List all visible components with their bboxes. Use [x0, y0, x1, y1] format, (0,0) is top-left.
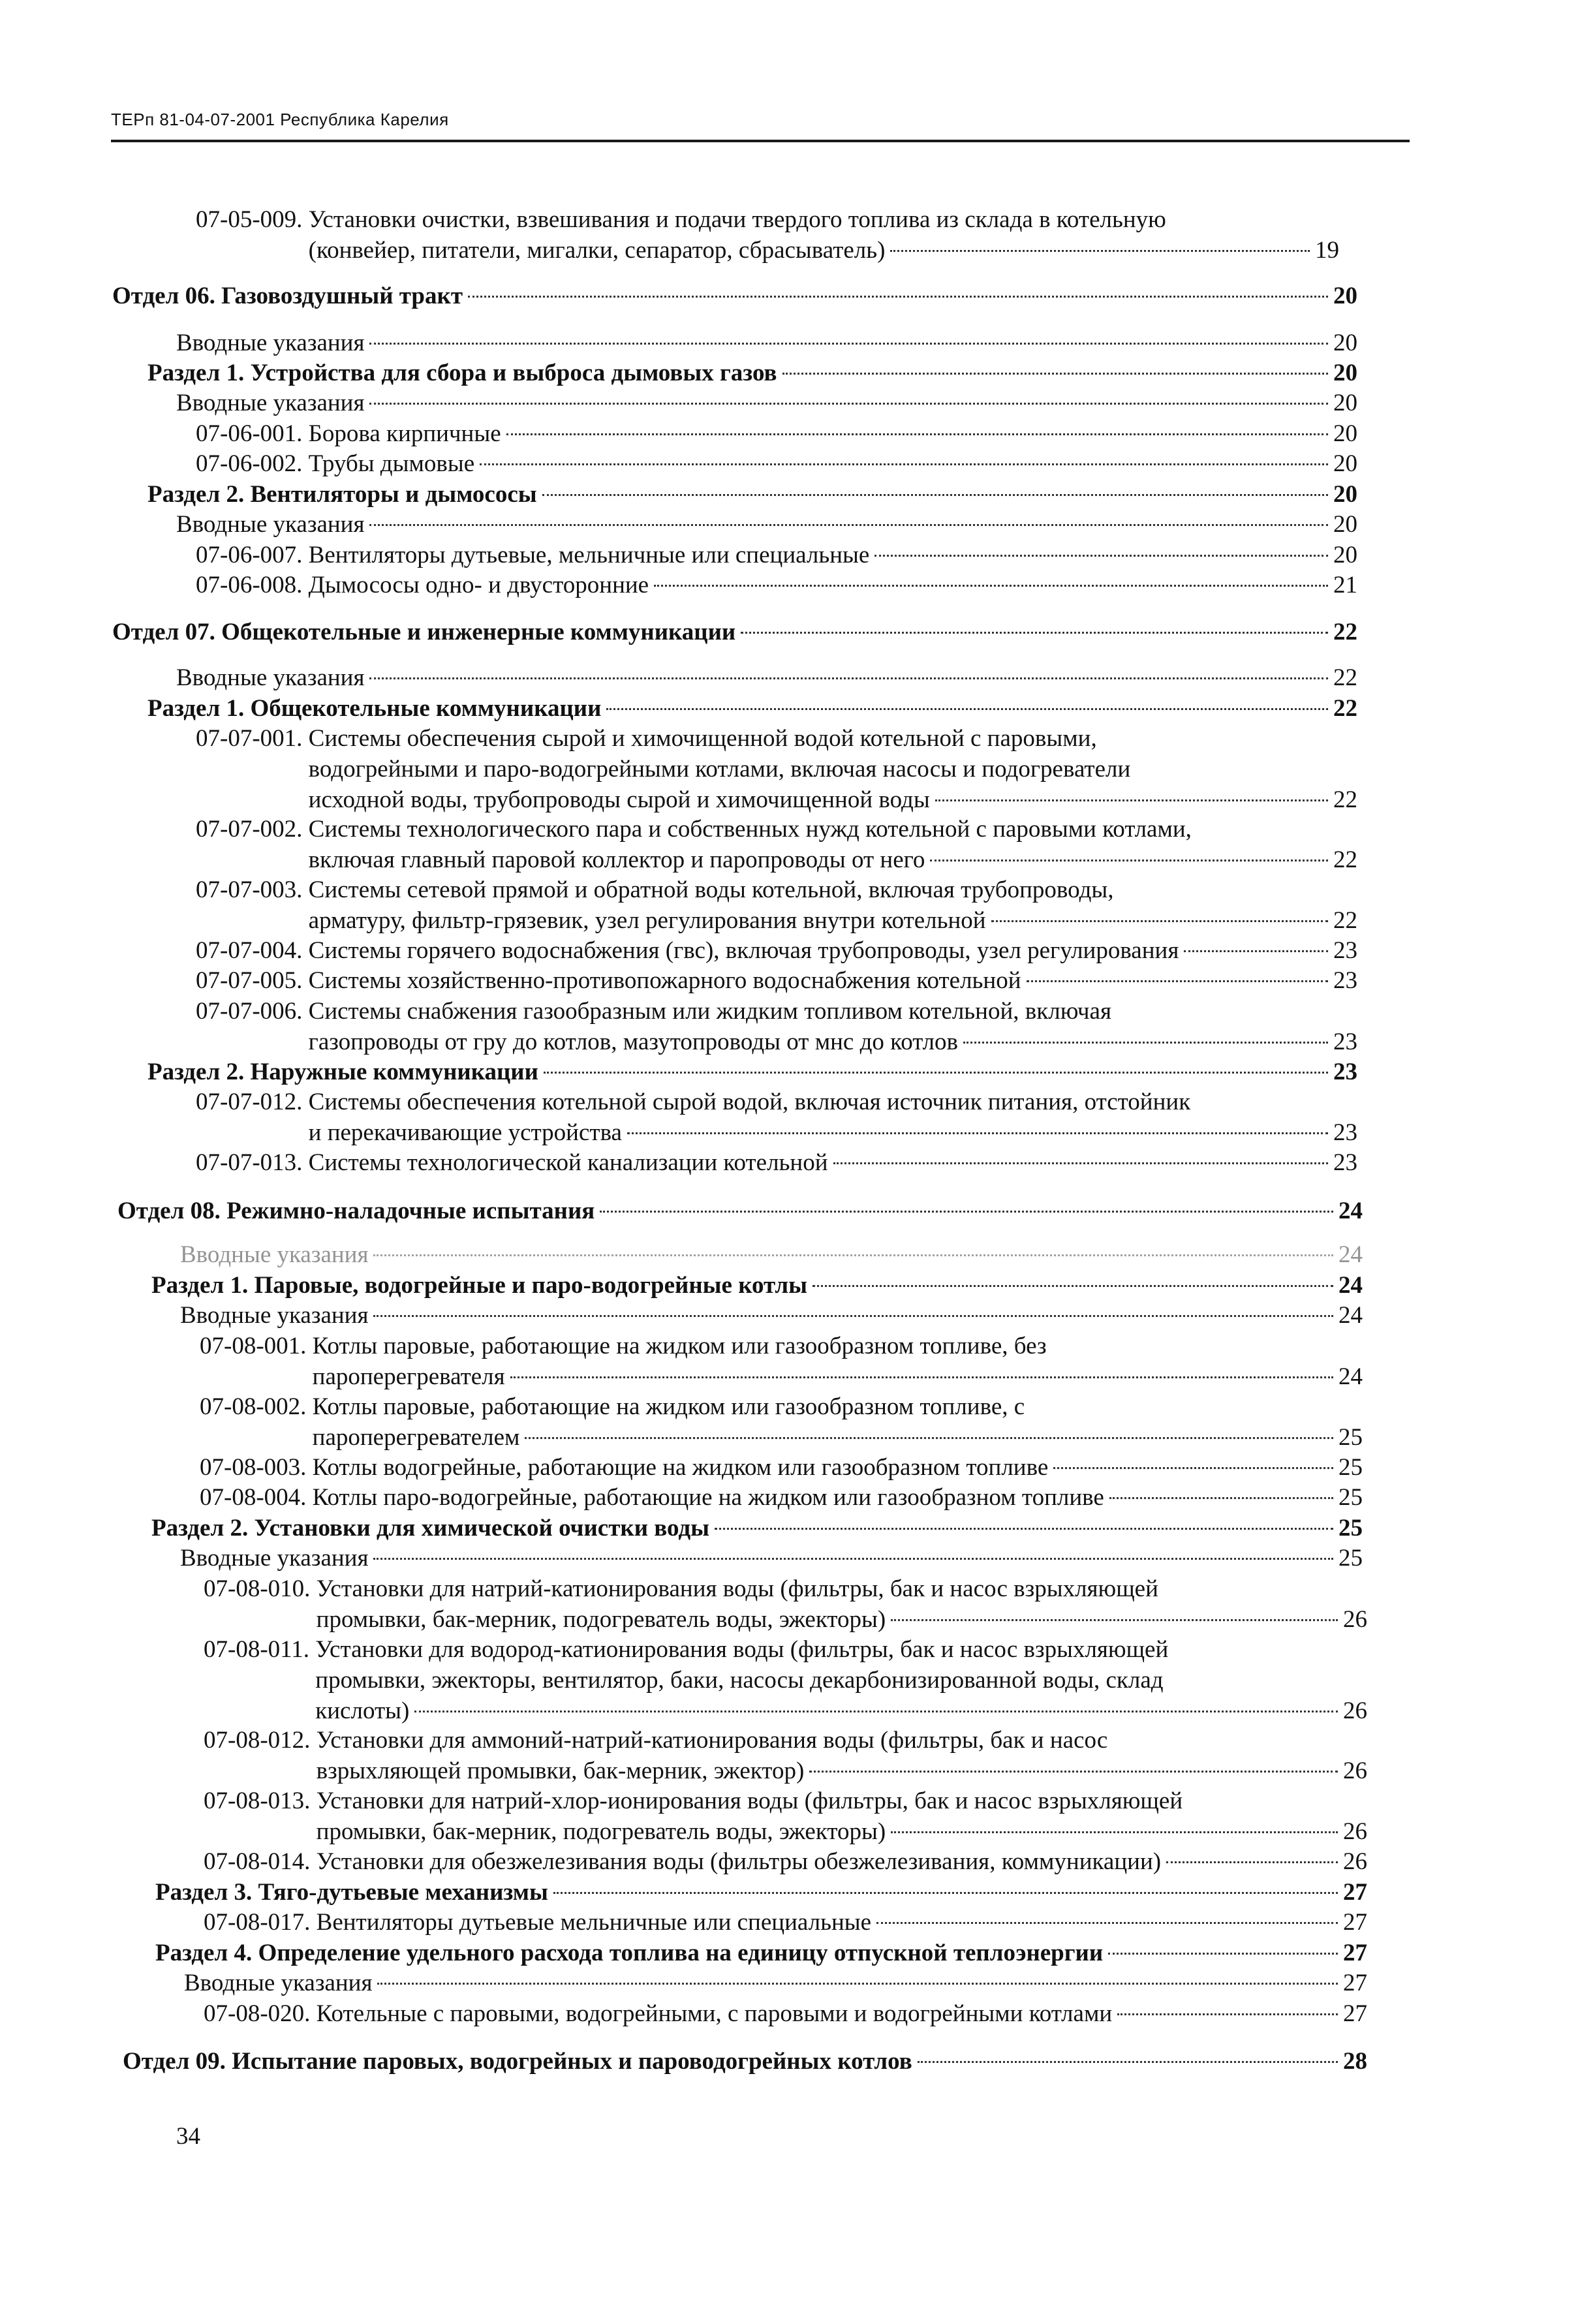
toc-entry [147, 479, 1357, 510]
toc-entry-page: 27 [1343, 2000, 1367, 2027]
toc-entry [200, 1452, 1363, 1483]
toc-entry [204, 1786, 1367, 1847]
toc-entry-title: Вводные указания [184, 1970, 373, 1996]
toc-entry-title: Котлы водогрейные, работающие на жидком или газообразном топливе [312, 1454, 1049, 1481]
dot-leader [741, 632, 1328, 634]
toc-entry [176, 509, 1357, 540]
toc-entry [112, 617, 1357, 647]
toc-entry-code: 07-06-002. [196, 450, 309, 477]
toc-entry [155, 1877, 1367, 1908]
dot-leader [1117, 2013, 1338, 2015]
toc-entry-page: 22 [1333, 619, 1357, 645]
toc-entry-title: и перекачивающие устройства [308, 1119, 622, 1146]
toc-entry [147, 693, 1357, 724]
toc-entry-code: 07-06-001. [196, 420, 309, 447]
toc-entry-page: 27 [1343, 1909, 1367, 1936]
dot-leader [369, 403, 1328, 405]
toc-entry-title: Установки для аммоний-натрий-катионирования воды (фильтры, бак и насос [316, 1727, 1108, 1754]
toc-entry-page: 21 [1333, 572, 1357, 598]
toc-entry-page: 20 [1333, 542, 1357, 568]
toc-entry-page: 22 [1333, 695, 1357, 722]
dot-leader [506, 433, 1328, 435]
toc-entry-title: Отдел 06. Газовоздушный тракт [112, 283, 463, 309]
dot-leader [525, 1437, 1333, 1439]
toc-entry-page: 22 [1333, 846, 1357, 873]
toc-entry-page: 24 [1338, 1198, 1363, 1224]
toc-entry [196, 448, 1357, 479]
dot-leader [373, 1254, 1333, 1256]
toc-entry-page: 24 [1338, 1241, 1363, 1268]
dot-leader [369, 677, 1328, 679]
toc-entry-page: 27 [1343, 1879, 1367, 1906]
dot-leader [891, 1831, 1338, 1833]
toc-entry-page: 25 [1338, 1424, 1363, 1451]
dot-leader [782, 373, 1328, 375]
toc-entry-page: 23 [1333, 1149, 1357, 1176]
toc-entry [151, 1270, 1363, 1301]
toc-entry-code: 07-08-017. [204, 1909, 317, 1936]
toc-entry [123, 2046, 1367, 2077]
toc-entry-page: 20 [1333, 390, 1357, 416]
toc-entry-code: 07-08-011. [204, 1636, 316, 1663]
dot-leader [715, 1528, 1333, 1530]
dot-leader [876, 1922, 1338, 1924]
dot-leader [1184, 950, 1328, 952]
toc-entry [196, 723, 1357, 815]
toc-entry-code: 07-08-003. [200, 1454, 313, 1481]
toc-entry [196, 204, 1339, 266]
toc-entry-title: включая главный паровой коллектор и паропроводы от него [308, 846, 925, 873]
dot-leader [935, 799, 1328, 801]
toc-entry-page: 22 [1333, 907, 1357, 934]
toc-entry [155, 1938, 1367, 1968]
toc-entry-code: 07-07-004. [196, 937, 309, 964]
toc-entry-page: 27 [1343, 1940, 1367, 1966]
toc-entry [204, 1634, 1367, 1726]
dot-leader [991, 920, 1328, 922]
dot-leader [544, 1072, 1328, 1074]
toc-entry [196, 965, 1357, 996]
toc-entry-page: 25 [1338, 1515, 1363, 1542]
toc-entry-title: пароперегревателем [312, 1424, 520, 1451]
toc-entry-page: 25 [1338, 1484, 1363, 1511]
toc-entry-page: 20 [1333, 283, 1357, 309]
toc-entry-page: 20 [1333, 330, 1357, 356]
toc-entry-title: Котлы паровые, работающие на жидком или газообразном топливе, без [312, 1333, 1047, 1359]
toc-entry [117, 1196, 1363, 1226]
toc-entry-title: Установки очистки, взвешивания и подачи твердого топлива из склада в котельную [308, 206, 1166, 233]
toc-entry-page: 28 [1343, 2048, 1367, 2075]
dot-leader [627, 1132, 1328, 1134]
toc-entry-title: Установки для натрий-катионирования воды (фильтры, бак и насос взрыхляющей [316, 1575, 1158, 1602]
toc-entry-title: газопроводы от гру до котлов, мазутопроводы от мнс до котлов [308, 1029, 958, 1055]
toc-entry-page: 23 [1333, 1029, 1357, 1055]
dot-leader [606, 708, 1328, 710]
toc-entry-page: 22 [1333, 664, 1357, 691]
page-number: 34 [176, 2123, 200, 2150]
toc-entry [147, 1057, 1357, 1087]
toc-entry [196, 814, 1357, 875]
toc-entry [196, 418, 1357, 449]
toc-entry-page: 20 [1333, 481, 1357, 508]
toc-entry-code: 07-07-013. [196, 1149, 309, 1176]
toc-entry [200, 1482, 1363, 1513]
toc-entry [196, 935, 1357, 966]
dot-leader [809, 1771, 1338, 1773]
toc-entry-title: Раздел 1. Общекотельные коммуникации [147, 695, 602, 722]
toc-entry-code: 07-07-003. [196, 876, 309, 903]
dot-leader [510, 1376, 1333, 1378]
dot-leader [468, 296, 1328, 298]
toc-entry-title: Системы технологического пара и собственных нужд котельной с паровыми котлами, [308, 816, 1192, 843]
toc-entry-page: 24 [1338, 1302, 1363, 1329]
dot-leader [1027, 980, 1328, 982]
toc-entry [204, 1573, 1367, 1635]
toc-entry-title: исходной воды, трубопроводы сырой и химочищенной воды [308, 786, 930, 813]
toc-entry [196, 540, 1357, 570]
toc-entry-title: арматуру, фильтр-грязевик, узел регулирования внутри котельной [308, 907, 986, 934]
toc-entry-code: 07-08-002. [200, 1393, 313, 1420]
toc-entry-title: Котельные с паровыми, водогрейными, с паровыми и водогрейными котлами [316, 2000, 1113, 2027]
dot-leader [1053, 1467, 1333, 1469]
toc-entry-title: Вентиляторы дутьевые мельничные или специальные [316, 1909, 872, 1936]
toc-entry [180, 1300, 1363, 1331]
toc-entry-title: Вводные указания [180, 1545, 369, 1572]
toc-entry-title: Котлы паро-водогрейные, работающие на жидком или газообразном топливе [312, 1484, 1104, 1511]
toc-entry-title: Раздел 1. Паровые, водогрейные и паро-водогрейные котлы [151, 1272, 807, 1299]
toc-entry-title: Борова кирпичные [308, 420, 501, 447]
toc-entry-code: 07-08-012. [204, 1727, 317, 1754]
toc-entry-code: 07-08-020. [204, 2000, 317, 2027]
toc-entry [204, 1907, 1367, 1938]
toc-entry-page: 25 [1338, 1545, 1363, 1572]
toc-entry-title: Отдел 09. Испытание паровых, водогрейных и пароводогрейных котлов [123, 2048, 912, 2075]
toc-entry-title: Вводные указания [176, 664, 365, 691]
toc-entry-title: Раздел 2. Наружные коммуникации [147, 1059, 538, 1085]
toc-entry-title: Установки для обезжелезивания воды (фильтры обезжелезивания, коммуникации) [316, 1848, 1162, 1875]
toc-entry-page: 19 [1315, 237, 1339, 264]
toc-entry-page: 26 [1343, 1697, 1367, 1724]
toc-entry-title: Вводные указания [176, 390, 365, 416]
toc-entry-code: 07-08-004. [200, 1484, 313, 1511]
toc-entry-title: Раздел 4. Определение удельного расхода топлива на единицу отпускной теплоэнергии [155, 1940, 1104, 1966]
toc-entry-page: 20 [1333, 450, 1357, 477]
dot-leader [1109, 1497, 1333, 1499]
toc-entry-page: 23 [1333, 1119, 1357, 1146]
dot-leader [833, 1162, 1328, 1164]
toc-entry-code: 07-07-001. [196, 725, 309, 752]
toc-entry-title: промывки, бак-мерник, подогреватель воды, эжекторы) [316, 1606, 886, 1633]
toc-entry-title: промывки, эжекторы, вентилятор, баки, насосы декарбонизированной воды, склад [315, 1667, 1164, 1694]
toc-entry [196, 996, 1357, 1057]
dot-leader [930, 860, 1328, 861]
dot-leader [918, 2061, 1338, 2063]
toc-entry-title: Котлы паровые, работающие на жидком или газообразном топливе, с [312, 1393, 1025, 1420]
toc-entry-title: (конвейер, питатели, мигалки, сепаратор, сбрасыватель) [308, 237, 886, 264]
toc-entry-title: Раздел 2. Вентиляторы и дымососы [147, 481, 537, 508]
dot-leader [812, 1285, 1333, 1287]
toc-entry [204, 1725, 1367, 1786]
toc-entry [112, 281, 1357, 311]
toc-entry-page: 20 [1333, 511, 1357, 538]
dot-leader [369, 524, 1328, 526]
dot-leader [542, 494, 1328, 496]
dot-leader [373, 1558, 1333, 1560]
toc-entry-code: 07-08-010. [204, 1575, 317, 1602]
toc-entry-title: Системы сетевой прямой и обратной воды котельной, включая трубопроводы, [308, 876, 1114, 903]
toc-entry-page: 24 [1338, 1272, 1363, 1299]
dot-leader [890, 250, 1310, 252]
dot-leader [369, 343, 1328, 345]
toc-entry-page: 26 [1343, 1758, 1367, 1784]
toc-entry-code: 07-07-002. [196, 816, 309, 843]
toc-entry [204, 1998, 1367, 2029]
running-header: ТЕРп 81-04-07-2001 Республика Карелия [111, 110, 449, 129]
toc-entry-title: Системы технологической канализации котельной [308, 1149, 828, 1176]
dot-leader [480, 463, 1328, 465]
toc-entry-title: пароперегревателя [312, 1363, 505, 1390]
toc-entry-page: 23 [1333, 967, 1357, 994]
toc-entry-code: 07-07-012. [196, 1089, 309, 1115]
toc-entry [184, 1968, 1367, 1998]
toc-entry-title: Системы обеспечения котельной сырой водой, включая источник питания, отстойник [308, 1089, 1191, 1115]
toc-entry [151, 1513, 1363, 1543]
toc-entry [176, 662, 1357, 693]
toc-entry-code: 07-08-013. [204, 1788, 317, 1814]
toc-entry [176, 388, 1357, 418]
toc-entry-title: Вентиляторы дутьевые, мельничные или специальные [308, 542, 870, 568]
toc-entry-title: Системы обеспечения сырой и химочищенной водой котельной с паровыми, [308, 725, 1097, 752]
dot-leader [654, 585, 1328, 587]
toc-entry-page: 23 [1333, 937, 1357, 964]
toc-entry-code: 07-08-001. [200, 1333, 313, 1359]
toc-entry-code: 07-08-014. [204, 1848, 317, 1875]
toc-entry [200, 1391, 1363, 1453]
toc-entry [196, 1147, 1357, 1178]
toc-entry-title: Трубы дымовые [308, 450, 475, 477]
toc-entry-page: 26 [1343, 1818, 1367, 1845]
dot-leader [1108, 1953, 1338, 1955]
toc-entry-title: Дымососы одно- и двусторонние [308, 572, 649, 598]
dot-leader [600, 1211, 1333, 1213]
toc-entry-title: промывки, бак-мерник, подогреватель воды, эжекторы) [316, 1818, 886, 1845]
toc-entry-title: Раздел 2. Установки для химической очистки воды [151, 1515, 710, 1542]
toc-entry-title: Раздел 3. Тяго-дутьевые механизмы [155, 1879, 548, 1906]
toc-entry-page: 20 [1333, 420, 1357, 447]
dot-leader [414, 1711, 1338, 1712]
toc-entry-title: Вводные указания [180, 1302, 369, 1329]
toc-entry-title: взрыхляющей промывки, бак-мерник, эжектор) [316, 1758, 805, 1784]
toc-entry-title: Отдел 08. Режимно-наладочные испытания [117, 1198, 595, 1224]
toc-entry-title: Отдел 07. Общекотельные и инженерные коммуникации [112, 619, 736, 645]
toc-entry-title: Установки для натрий-хлор-ионирования воды (фильтры, бак и насос взрыхляющей [316, 1788, 1183, 1814]
toc-entry-code: 07-05-009. [196, 206, 309, 233]
toc-entry-page: 26 [1343, 1848, 1367, 1875]
toc-entry-page: 25 [1338, 1454, 1363, 1481]
toc-entry-code: 07-06-008. [196, 572, 309, 598]
toc-entry-page: 23 [1333, 1059, 1357, 1085]
toc-entry-page: 24 [1338, 1363, 1363, 1390]
toc-entry-title: Вводные указания [176, 330, 365, 356]
toc-entry-page: 22 [1333, 786, 1357, 813]
dot-leader [377, 1983, 1338, 1985]
toc-entry-title: Установки для водород-катионирования воды (фильтры, бак и насос взрыхляющей [315, 1636, 1169, 1663]
toc-entry [147, 358, 1357, 388]
toc-entry-title: Системы хозяйственно-противопожарного водоснабжения котельной [308, 967, 1021, 994]
toc-entry-page: 27 [1343, 1970, 1367, 1996]
toc-entry-title: Вводные указания [180, 1241, 369, 1268]
toc-entry-title: Раздел 1. Устройства для сбора и выброса дымовых газов [147, 360, 777, 386]
toc-entry [180, 1543, 1363, 1573]
dot-leader [963, 1042, 1328, 1044]
toc-entry [204, 1846, 1367, 1877]
toc-entry [196, 570, 1357, 600]
toc-entry-page: 20 [1333, 360, 1357, 386]
toc-entry-title: кислоты) [315, 1697, 410, 1724]
toc-entry [176, 328, 1357, 358]
toc-entry [200, 1331, 1363, 1392]
toc-entry-page: 26 [1343, 1606, 1367, 1633]
toc-entry [196, 1087, 1357, 1148]
toc-entry-title: Системы горячего водоснабжения (гвс), включая трубопроводы, узел регулирования [308, 937, 1179, 964]
dot-leader [1166, 1861, 1338, 1863]
toc-entry-title: Системы снабжения газообразным или жидким топливом котельной, включая [308, 998, 1111, 1025]
dot-leader [891, 1619, 1338, 1621]
toc-entry-code: 07-06-007. [196, 542, 309, 568]
toc-entry [180, 1239, 1363, 1270]
toc-entry [196, 875, 1357, 936]
dot-leader [553, 1892, 1338, 1894]
toc-entry-code: 07-07-006. [196, 998, 309, 1025]
toc-entry-code: 07-07-005. [196, 967, 309, 994]
dot-leader [373, 1315, 1333, 1317]
toc-entry-title: водогрейными и паро-водогрейными котлами, включая насосы и подогреватели [308, 756, 1131, 782]
toc-entry-title: Вводные указания [176, 511, 365, 538]
dot-leader [874, 555, 1328, 557]
